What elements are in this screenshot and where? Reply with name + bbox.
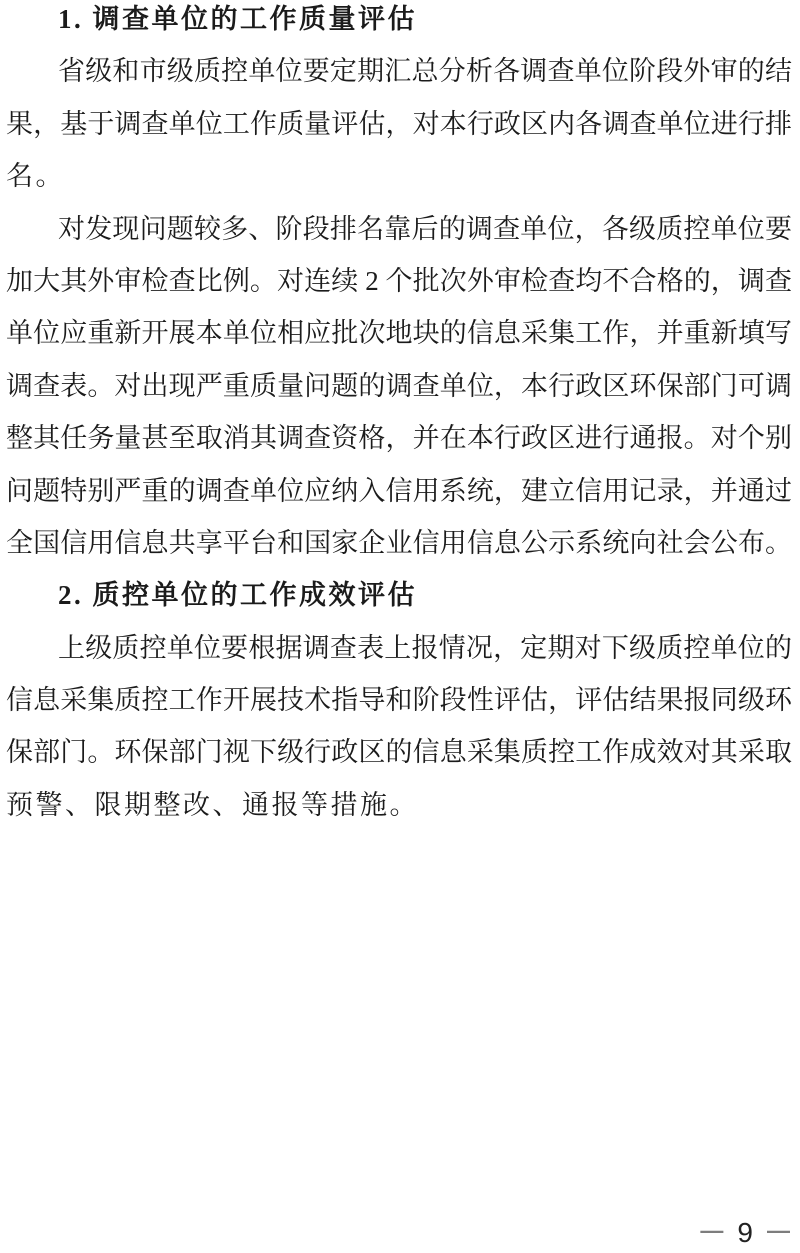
- document-content: [6, 0, 792, 831]
- page-footer: [700, 1216, 790, 1248]
- text-line: 预警、限期整改、通报等措施。: [6, 789, 419, 820]
- text-line: 加大其外审检查比例。对连续 2 个批次外审检查均不合格的，调查: [6, 265, 792, 296]
- footer-dash-right: —: [767, 1216, 790, 1243]
- text-line: 2. 质控单位的工作成效评估: [58, 580, 417, 611]
- text-line: 对发现问题较多、阶段排名靠后的调查单位，各级质控单位要: [58, 213, 792, 244]
- heading-2: [6, 569, 792, 621]
- text-line: 保部门。环保部门视下级行政区的信息采集质控工作成效对其采取: [6, 737, 792, 768]
- text-line: 整其任务量甚至取消其调查资格，并在本行政区进行通报。对个别: [6, 423, 792, 454]
- text-line: 1. 调查单位的工作质量评估: [58, 4, 417, 34]
- text-line: 信息采集质控工作开展技术指导和阶段性评估，评估结果报同级环: [6, 685, 792, 716]
- text-line: 问题特别严重的调查单位应纳入信用系统，建立信用记录，并通过: [6, 475, 792, 506]
- heading-1: [6, 0, 792, 45]
- footer-dash-left: —: [700, 1216, 724, 1243]
- paragraph-2: [6, 203, 792, 570]
- text-line: 全国信用信息共享平台和国家企业信用信息公示系统向社会公布。: [6, 527, 792, 558]
- paragraph-1: [6, 45, 792, 202]
- text-line: 名。: [6, 161, 65, 192]
- page-number: 9: [737, 1217, 753, 1248]
- text-line: 单位应重新开展本单位相应批次地块的信息采集工作，并重新填写: [6, 318, 792, 349]
- text-line: 省级和市级质控单位要定期汇总分析各调查单位阶段外审的结: [58, 56, 792, 87]
- text-line: 上级质控单位要根据调查表上报情况，定期对下级质控单位的: [58, 632, 792, 663]
- text-line: 调查表。对出现严重质量问题的调查单位，本行政区环保部门可调: [6, 370, 792, 401]
- paragraph-3: [6, 622, 792, 832]
- text-line: 果，基于调查单位工作质量评估，对本行政区内各调查单位进行排: [6, 108, 792, 139]
